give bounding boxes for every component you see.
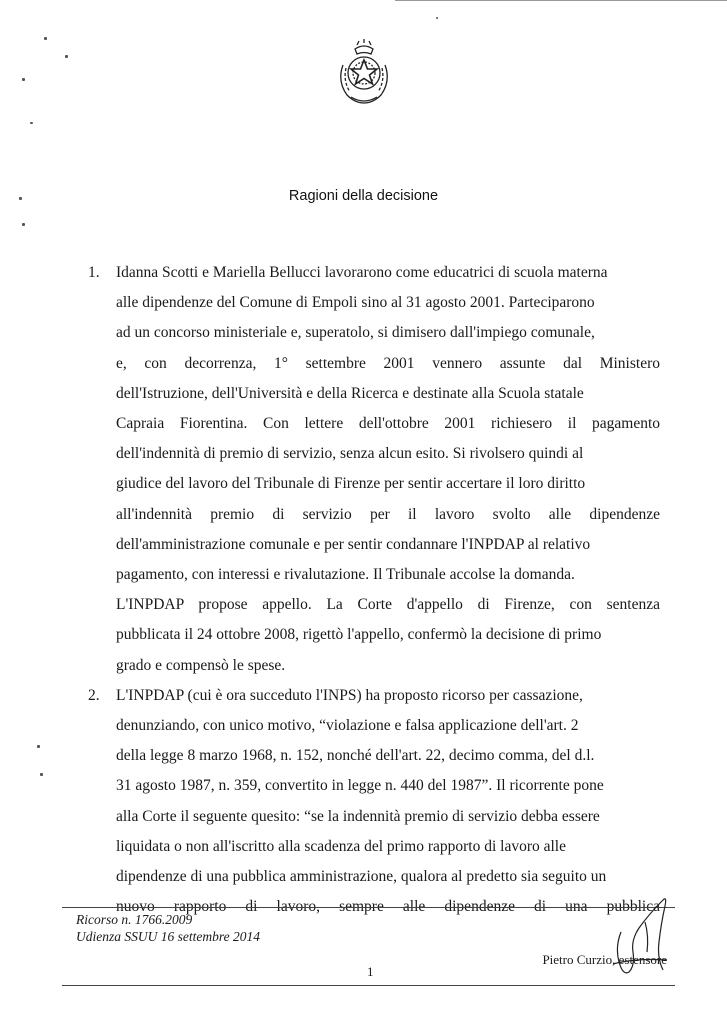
scan-speck <box>65 55 68 58</box>
text-line: Idanna Scotti e Mariella Bellucci lavorarono come educatrici di scuola materna <box>116 264 608 281</box>
scan-speck <box>40 773 43 776</box>
text-line: all'indennità premio di servizio per il lavoro svolto alle dipendenze <box>116 505 660 523</box>
text-line: pubblicata il 24 ottobre 2008, rigettò l'appello, confermò la decisione di primo <box>116 626 602 644</box>
page-number: 1 <box>367 964 374 979</box>
scan-speck <box>22 223 25 226</box>
hearing-date: Udienza SSUU 16 settembre 2014 <box>76 929 260 944</box>
paragraph-number: 2. <box>88 686 100 704</box>
scan-speck <box>436 17 438 19</box>
scan-speck <box>37 745 40 748</box>
text-line: grado e compensò le spese. <box>116 656 286 674</box>
text-line: L'INPDAP (cui è ora succeduto l'INPS) ha proposto ricorso per cassazione, <box>116 686 583 704</box>
scan-top-rule <box>395 0 727 1</box>
text-line: giudice del lavoro del Tribunale di Firenze per sentir accertare il loro diritto <box>116 475 586 493</box>
text-line: e, con decorrenza, 1° settembre 2001 vennero assunte dal Ministero <box>116 354 660 372</box>
section-heading: Ragioni della decisione <box>288 188 439 204</box>
signer-name: Pietro Curzio, estensore <box>542 952 667 967</box>
text-line: ad un concorso ministeriale e, superatolo, si dimisero dall'impiego comunale, <box>116 324 595 342</box>
italian-republic-emblem-icon <box>329 37 399 107</box>
text-line: liquidata o non all'iscritto alla scadenza del primo rapporto di lavoro alle <box>116 837 566 855</box>
text-line: dipendenze di una pubblica amministrazione, qualora al predetto sia seguito un <box>116 868 607 886</box>
text-line: denunziando, con unico motivo, “violazione e falsa applicazione dell'art. 2 <box>116 717 579 735</box>
handwritten-signature <box>605 892 675 982</box>
text-line: Capraia Fiorentina. Con lettere dell'ottobre 2001 richiesero il pagamento <box>116 415 660 433</box>
text-line: della legge 8 marzo 1968, n. 152, nonché dell'art. 22, decimo comma, del d.l. <box>116 747 595 765</box>
paragraph-number: 1. <box>88 264 100 281</box>
text-line: alla Corte il seguente quesito: “se la indennità premio di servizio debba essere <box>116 807 600 825</box>
scan-speck <box>44 37 47 40</box>
footer-box <box>62 907 675 986</box>
text-line: 31 agosto 1987, n. 359, convertito in legge n. 440 del 1987”. Il ricorrente pone <box>116 777 604 795</box>
decision-paragraphs <box>88 258 660 922</box>
case-number: Ricorso n. 1766.2009 <box>76 912 193 927</box>
text-line: pagamento, con interessi e rivalutazione. Il Tribunale accolse la domanda. <box>116 566 575 584</box>
scan-speck <box>30 122 33 124</box>
text-line: alle dipendenze del Comune di Empoli sino al 31 agosto 2001. Parteciparono <box>116 294 595 312</box>
text-line: dell'Istruzione, dell'Università e della Ricerca e destinate alla Scuola statale <box>116 384 584 402</box>
paragraph-item <box>88 681 660 923</box>
paragraph-item <box>88 258 660 681</box>
text-line: L'INPDAP propose appello. La Corte d'appello di Firenze, con sentenza <box>116 596 660 614</box>
text-line: dell'amministrazione comunale e per sentir condannare l'INPDAP al relativo <box>116 535 591 553</box>
case-info <box>76 911 260 945</box>
text-line: dell'indennità di premio di servizio, senza alcun esito. Si rivolsero quindi al <box>116 445 584 463</box>
text-line: nuovo rapporto di lavoro, sempre alle dipendenze di una pubblica <box>116 898 660 916</box>
scan-speck <box>22 78 25 81</box>
